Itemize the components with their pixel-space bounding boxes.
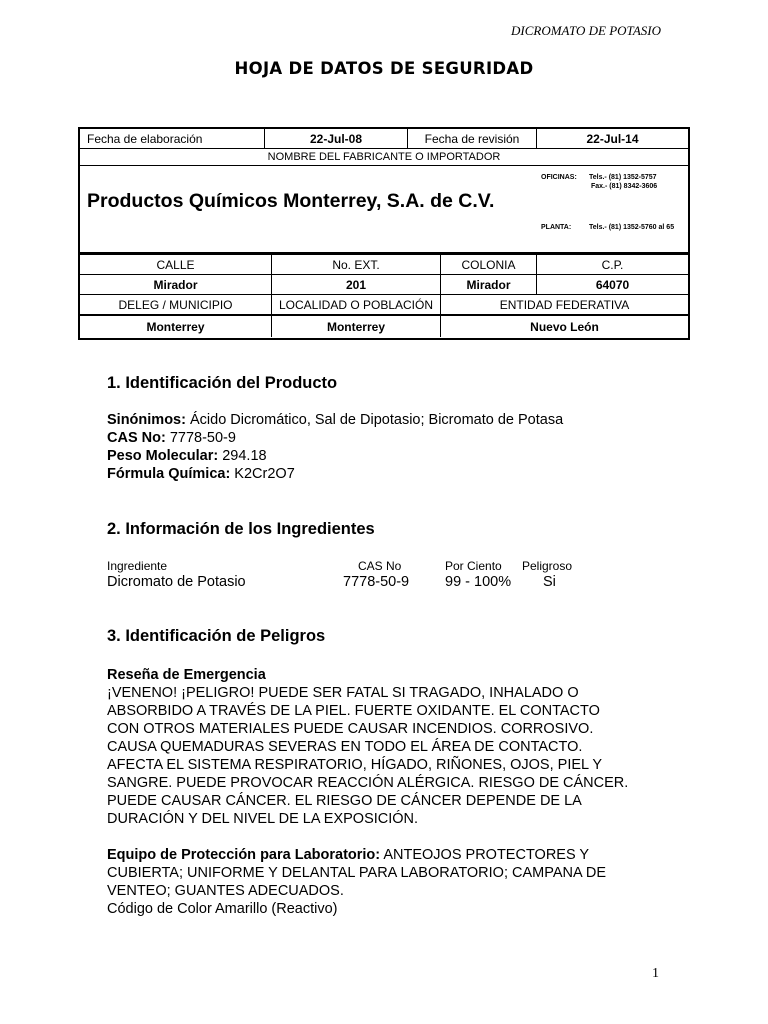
- oficinas-label: OFICINAS:: [541, 174, 577, 181]
- equipo-text-1: ANTEOJOS PROTECTORES Y: [380, 847, 590, 863]
- cas-label: CAS No:: [107, 430, 166, 446]
- section1-heading: 1. Identificación del Producto: [107, 374, 338, 392]
- page-number: 1: [652, 966, 659, 981]
- planta-label: PLANTA:: [541, 224, 572, 231]
- oficinas-tels: Tels.- (81) 1352-5757: [589, 174, 657, 181]
- fabricante-label: NOMBRE DEL FABRICANTE O IMPORTADOR: [80, 149, 688, 166]
- section3-heading: 3. Identificación de Peligros: [107, 627, 326, 645]
- entidad-label: ENTIDAD FEDERATIVA: [499, 297, 630, 312]
- resena-block: [107, 666, 667, 828]
- equipo-line-2: CUBIERTA; UNIFORME Y DELANTAL PARA LABORATORIO; CAMPANA DE: [107, 865, 607, 881]
- cas-value: 7778-50-9: [165, 430, 236, 446]
- company-area: [80, 166, 688, 252]
- section1-body: [107, 411, 667, 483]
- company-name: Productos Químicos Monterrey, S.A. de C.V.: [87, 190, 495, 212]
- resena-line: SANGRE. PUEDE PROVOCAR REACCIÓN ALÉRGICA. RIESGO DE CÁNCER.: [107, 775, 629, 791]
- resena-line: CAUSA QUEMADURAS SEVERAS EN TODO EL ÁREA DE CONTACTO.: [107, 739, 583, 755]
- resena-line: PUEDE CAUSAR CÁNCER. EL RIESGO DE CÁNCER DEPENDE DE LA: [107, 793, 582, 809]
- location-labels-row: [80, 295, 688, 315]
- planta-contact: [541, 224, 674, 231]
- formula-value: K2Cr2O7: [230, 466, 295, 482]
- colonia-value: Mirador: [441, 275, 537, 294]
- resena-line: DURACIÓN Y DEL NIVEL DE LA EXPOSICIÓN.: [107, 811, 419, 827]
- sinonimos-value: Ácido Dicromático, Sal de Dipotasio; Bicromato de Potasa: [185, 412, 564, 428]
- peligroso-value: Si: [543, 574, 556, 590]
- resena-line: AFECTA EL SISTEMA RESPIRATORIO, HÍGADO, RIÑONES, OJOS, PIEL Y: [107, 757, 602, 773]
- peso-label: Peso Molecular:: [107, 448, 219, 464]
- formula-line: [107, 465, 667, 483]
- col-peligroso: Peligroso: [522, 559, 573, 573]
- resena-line: CON OTROS MATERIALES PUEDE CAUSAR INCENDIOS. CORROSIVO.: [107, 721, 594, 737]
- section2-heading: 2. Información de los Ingredientes: [107, 520, 375, 538]
- equipo-line-1: [107, 846, 667, 864]
- sinonimos-line: [107, 411, 667, 429]
- oficinas-fax: Fax.- (81) 8342-3606: [591, 183, 658, 190]
- section-peligros: [107, 627, 667, 918]
- entidad-value: Nuevo León: [530, 319, 599, 334]
- fecha-revision-value: 22-Jul-14: [586, 131, 639, 146]
- resena-line: ABSORBIDO A TRAVÉS DE LA PIEL. FUERTE OXIDANTE. EL CONTACTO: [107, 703, 600, 719]
- running-header: DICROMATO DE POTASIO: [511, 23, 661, 38]
- no-ext-value: 201: [272, 275, 441, 294]
- equipo-line-3: VENTEO; GUANTES ADECUADOS.: [107, 883, 344, 899]
- por-ciento-value: 99 - 100%: [445, 574, 512, 590]
- calle-value: Mirador: [80, 275, 272, 294]
- resena-line: ¡VENENO! ¡PELIGRO! PUEDE SER FATAL SI TRAGADO, INHALADO O: [107, 685, 579, 701]
- col-cas: CAS No: [358, 559, 402, 573]
- fecha-elaboracion-label: Fecha de elaboración: [80, 129, 265, 148]
- col-ingrediente: Ingrediente: [107, 559, 168, 573]
- resena-label: Reseña de Emergencia: [107, 667, 266, 683]
- no-ext-label: No. EXT.: [272, 255, 441, 274]
- ingrediente-value: Dicromato de Potasio: [107, 574, 246, 590]
- localidad-value: Monterrey: [272, 316, 441, 337]
- peso-line: [107, 447, 667, 465]
- sinonimos-label: Sinónimos:: [107, 412, 186, 428]
- dates-row: [80, 129, 688, 149]
- planta-tels: Tels.- (81) 1352-5760 al 65: [589, 224, 675, 231]
- col-por-ciento: Por Ciento: [445, 559, 502, 573]
- cas-line: [107, 429, 667, 447]
- address-table: [78, 254, 690, 340]
- formula-label: Fórmula Química:: [107, 466, 231, 482]
- localidad-label: LOCALIDAD O POBLACIÓN: [272, 295, 441, 314]
- cp-value: 64070: [595, 277, 630, 292]
- peso-value: 294.18: [218, 448, 267, 464]
- codigo-color: Código de Color Amarillo (Reactivo): [107, 901, 338, 917]
- address-labels-row: [80, 255, 688, 275]
- colonia-label: COLONIA: [441, 255, 537, 274]
- manufacturer-table: [78, 127, 690, 254]
- location-values-row: [80, 315, 688, 337]
- section-identificacion-producto: [107, 374, 667, 483]
- document-title: HOJA DE DATOS DE SEGURIDAD: [234, 59, 534, 78]
- cp-label: C.P.: [601, 257, 624, 272]
- fecha-elaboracion-value: 22-Jul-08: [265, 129, 408, 148]
- ingrediente-cas-value: 7778-50-9: [343, 574, 410, 590]
- deleg-value: Monterrey: [80, 316, 272, 337]
- oficinas-contact: [541, 174, 657, 181]
- deleg-label: DELEG / MUNICIPIO: [80, 295, 272, 314]
- equipo-label: Equipo de Protección para Laboratorio:: [107, 847, 381, 863]
- section-ingredientes: [107, 520, 667, 600]
- equipo-block: [107, 846, 667, 918]
- address-values-row: [80, 275, 688, 295]
- calle-label: CALLE: [80, 255, 272, 274]
- fecha-revision-label: Fecha de revisión: [408, 129, 537, 148]
